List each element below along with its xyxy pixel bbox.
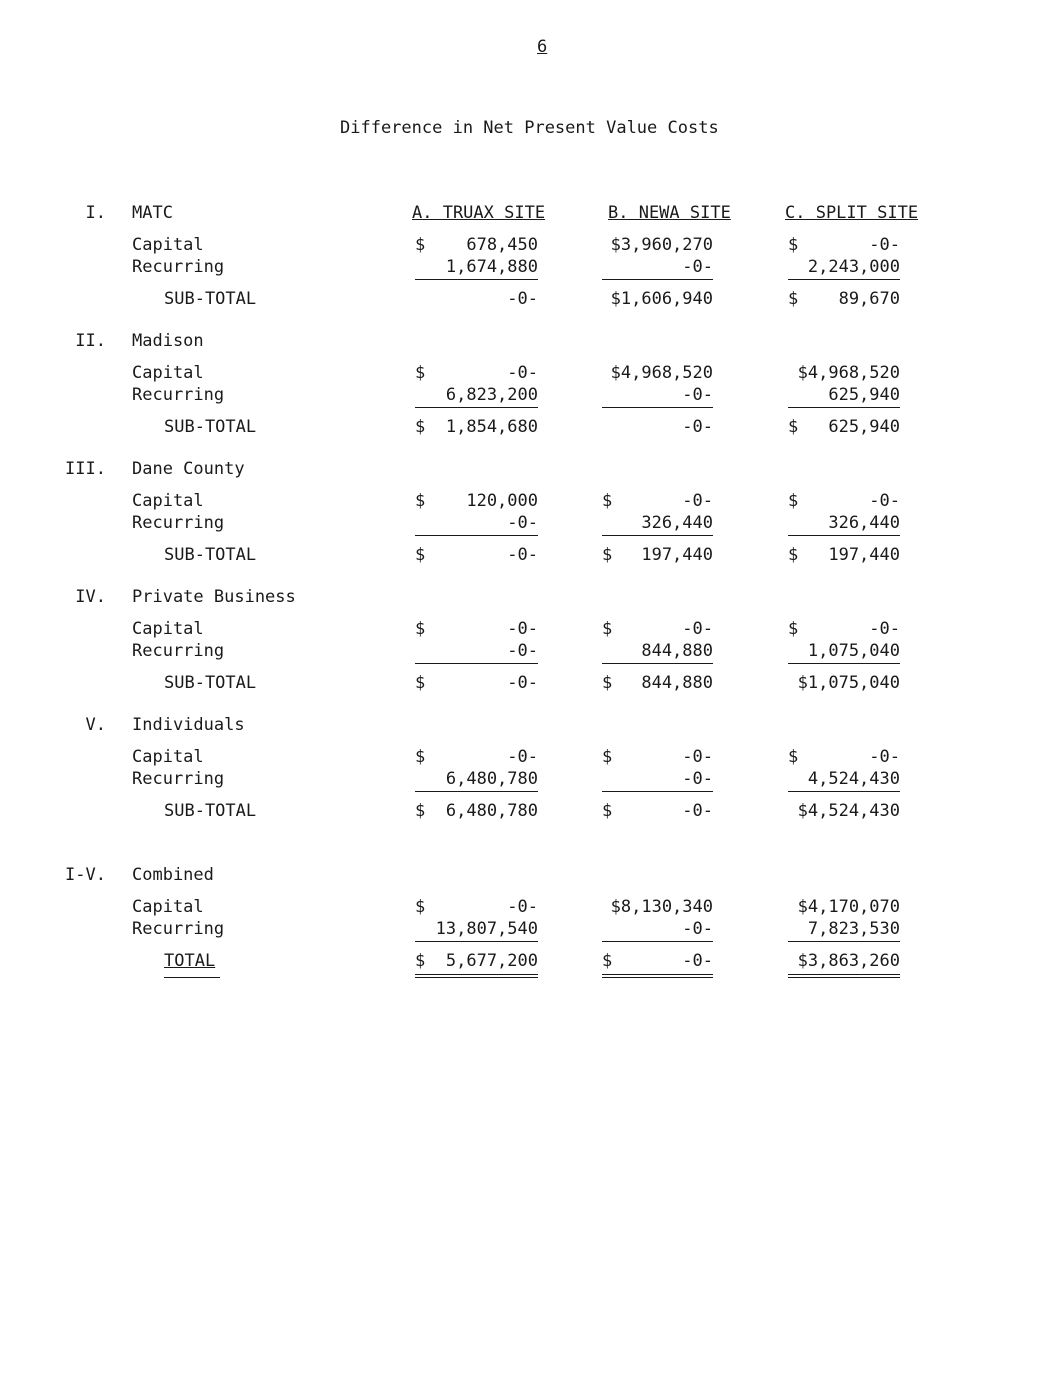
amount: 89,670 (838, 289, 900, 309)
amount: $3,863,260 (797, 951, 900, 971)
capital-value (602, 363, 713, 383)
amount: 625,940 (828, 417, 900, 437)
dollar-sign: $ (788, 747, 799, 767)
amount: -0- (507, 289, 538, 309)
dollar-sign: $ (602, 951, 613, 971)
recurring-value (415, 257, 538, 277)
subtotal-value (602, 801, 713, 821)
amount: 7,823,530 (807, 919, 900, 939)
amount: $4,170,070 (797, 897, 900, 917)
sum-rule (602, 791, 713, 792)
capital-value (415, 235, 538, 255)
capital-value (602, 897, 713, 917)
dollar-sign: $ (788, 545, 799, 565)
total-rule-2 (788, 977, 900, 978)
amount: -0- (507, 747, 538, 767)
amount: 1,674,880 (445, 257, 538, 277)
amount: 326,440 (828, 513, 900, 533)
total-label: TOTAL (164, 951, 216, 971)
recurring-label: Recurring (132, 385, 225, 405)
dollar-sign: $ (602, 619, 613, 639)
dollar-sign: $ (788, 619, 799, 639)
capital-label: Capital (132, 363, 204, 383)
amount: -0- (682, 747, 713, 767)
sum-rule (415, 663, 538, 664)
sum-rule (415, 279, 538, 280)
amount: $4,524,430 (797, 801, 900, 821)
dollar-sign: $ (602, 747, 613, 767)
amount: -0- (869, 235, 900, 255)
recurring-value (788, 919, 900, 939)
recurring-label: Recurring (132, 513, 225, 533)
section-number: IV. (75, 587, 106, 607)
capital-value (602, 491, 713, 511)
recurring-value (415, 513, 538, 533)
sum-rule (788, 663, 900, 664)
total-rule-2 (415, 977, 538, 978)
section-name: Combined (132, 865, 214, 885)
dollar-sign: $ (602, 801, 613, 821)
sum-rule (602, 279, 713, 280)
sum-rule (788, 407, 900, 408)
dollar-sign: $ (415, 363, 426, 383)
amount: -0- (869, 491, 900, 511)
total-rule-1 (602, 974, 713, 975)
dollar-sign: $ (602, 673, 613, 693)
dollar-sign: $ (602, 491, 613, 511)
recurring-label: Recurring (132, 919, 225, 939)
amount: -0- (682, 919, 713, 939)
dollar-sign: $ (415, 417, 426, 437)
recurring-value (415, 641, 538, 661)
amount: -0- (507, 673, 538, 693)
page-number: 6 (537, 37, 548, 57)
subtotal-value (788, 545, 900, 565)
amount: -0- (682, 257, 713, 277)
subtotal-value (415, 545, 538, 565)
sum-rule (415, 535, 538, 536)
sum-rule (788, 791, 900, 792)
recurring-value (602, 769, 713, 789)
recurring-value (788, 769, 900, 789)
sum-rule (602, 663, 713, 664)
recurring-value (602, 513, 713, 533)
subtotal-value (602, 417, 713, 437)
amount: $4,968,520 (797, 363, 900, 383)
capital-value (788, 491, 900, 511)
subtotal-value (415, 801, 538, 821)
capital-value (788, 619, 900, 639)
capital-value (602, 235, 713, 255)
section-name: Individuals (132, 715, 245, 735)
sum-rule (415, 941, 538, 942)
amount: -0- (682, 417, 713, 437)
amount: -0- (682, 491, 713, 511)
total-rule-1 (415, 974, 538, 975)
dollar-sign: $ (788, 491, 799, 511)
amount: -0- (507, 897, 538, 917)
section-name: MATC (132, 203, 173, 223)
recurring-value (788, 257, 900, 277)
total-rule-1 (788, 974, 900, 975)
recurring-value (602, 641, 713, 661)
recurring-value (788, 385, 900, 405)
amount: 6,823,200 (445, 385, 538, 405)
section-name: Dane County (132, 459, 245, 479)
section-number: II. (75, 331, 106, 351)
capital-value (415, 747, 538, 767)
amount: 678,450 (466, 235, 538, 255)
subtotal-label: SUB-TOTAL (164, 545, 257, 565)
amount: -0- (507, 619, 538, 639)
dollar-sign: $ (415, 235, 426, 255)
section-number: III. (65, 459, 106, 479)
capital-value (415, 619, 538, 639)
subtotal-value (415, 673, 538, 693)
dollar-sign: $ (415, 673, 426, 693)
amount: -0- (682, 951, 713, 971)
amount: 13,807,540 (435, 919, 538, 939)
sum-rule (415, 407, 538, 408)
dollar-sign: $ (415, 491, 426, 511)
subtotal-label: SUB-TOTAL (164, 673, 257, 693)
subtotal-label: SUB-TOTAL (164, 801, 257, 821)
capital-label: Capital (132, 747, 204, 767)
amount: -0- (682, 801, 713, 821)
sum-rule (788, 941, 900, 942)
subtotal-value (602, 289, 713, 309)
amount: $1,075,040 (797, 673, 900, 693)
capital-value (415, 897, 538, 917)
dollar-sign: $ (788, 235, 799, 255)
recurring-label: Recurring (132, 641, 225, 661)
subtotal-value (788, 289, 900, 309)
recurring-value (415, 385, 538, 405)
section-name: Madison (132, 331, 204, 351)
recurring-value (415, 919, 538, 939)
subtotal-label: SUB-TOTAL (164, 289, 257, 309)
dollar-sign: $ (415, 951, 426, 971)
recurring-label: Recurring (132, 769, 225, 789)
amount: -0- (507, 641, 538, 661)
amount: $8,130,340 (610, 897, 713, 917)
capital-value (788, 897, 900, 917)
dollar-sign: $ (415, 619, 426, 639)
capital-label: Capital (132, 235, 204, 255)
amount: 326,440 (641, 513, 713, 533)
amount: 197,440 (641, 545, 713, 565)
subtotal-value (788, 417, 900, 437)
amount: 844,880 (641, 641, 713, 661)
total-double-underline (164, 977, 220, 978)
amount: 6,480,780 (445, 769, 538, 789)
subtotal-label: SUB-TOTAL (164, 417, 257, 437)
amount: 625,940 (828, 385, 900, 405)
amount: 2,243,000 (807, 257, 900, 277)
amount: 197,440 (828, 545, 900, 565)
recurring-value (788, 641, 900, 661)
capital-label: Capital (132, 491, 204, 511)
capital-label: Capital (132, 897, 204, 917)
capital-value (788, 363, 900, 383)
amount: $1,606,940 (610, 289, 713, 309)
capital-value (788, 235, 900, 255)
column-header-truax: A. TRUAX SITE (412, 203, 546, 223)
recurring-label: Recurring (132, 257, 225, 277)
dollar-sign: $ (415, 801, 426, 821)
recurring-value (415, 769, 538, 789)
sum-rule (602, 407, 713, 408)
subtotal-value (788, 673, 900, 693)
column-header-split: C. SPLIT SITE (785, 203, 919, 223)
amount: 120,000 (466, 491, 538, 511)
sum-rule (788, 279, 900, 280)
subtotal-value (602, 545, 713, 565)
total-value (788, 951, 900, 971)
recurring-value (602, 919, 713, 939)
dollar-sign: $ (415, 545, 426, 565)
recurring-value (602, 385, 713, 405)
dollar-sign: $ (415, 897, 426, 917)
amount: 1,854,680 (445, 417, 538, 437)
amount: -0- (682, 385, 713, 405)
amount: 4,524,430 (807, 769, 900, 789)
dollar-sign: $ (788, 289, 799, 309)
column-header-newa: B. NEWA SITE (608, 203, 731, 223)
amount: -0- (507, 545, 538, 565)
sum-rule (602, 535, 713, 536)
section-number: I. (85, 203, 106, 223)
sum-rule (788, 535, 900, 536)
capital-value (602, 747, 713, 767)
amount: -0- (682, 769, 713, 789)
amount: 844,880 (641, 673, 713, 693)
sum-rule (415, 791, 538, 792)
total-rule-2 (602, 977, 713, 978)
capital-label: Capital (132, 619, 204, 639)
dollar-sign: $ (788, 417, 799, 437)
amount: 6,480,780 (445, 801, 538, 821)
section-name: Private Business (132, 587, 296, 607)
dollar-sign: $ (602, 545, 613, 565)
amount: 1,075,040 (807, 641, 900, 661)
amount: -0- (507, 513, 538, 533)
subtotal-value (415, 289, 538, 309)
section-number: I-V. (65, 865, 106, 885)
section-number: V. (85, 715, 106, 735)
total-value (415, 951, 538, 971)
recurring-value (602, 257, 713, 277)
amount: -0- (869, 747, 900, 767)
capital-value (415, 491, 538, 511)
amount: $4,968,520 (610, 363, 713, 383)
capital-value (788, 747, 900, 767)
subtotal-value (602, 673, 713, 693)
sum-rule (602, 941, 713, 942)
total-value (602, 951, 713, 971)
capital-value (415, 363, 538, 383)
capital-value (602, 619, 713, 639)
amount: -0- (869, 619, 900, 639)
dollar-sign: $ (415, 747, 426, 767)
page-title: Difference in Net Present Value Costs (340, 118, 719, 138)
subtotal-value (415, 417, 538, 437)
amount: -0- (682, 619, 713, 639)
recurring-value (788, 513, 900, 533)
amount: 5,677,200 (445, 951, 538, 971)
amount: $3,960,270 (610, 235, 713, 255)
amount: -0- (507, 363, 538, 383)
subtotal-value (788, 801, 900, 821)
